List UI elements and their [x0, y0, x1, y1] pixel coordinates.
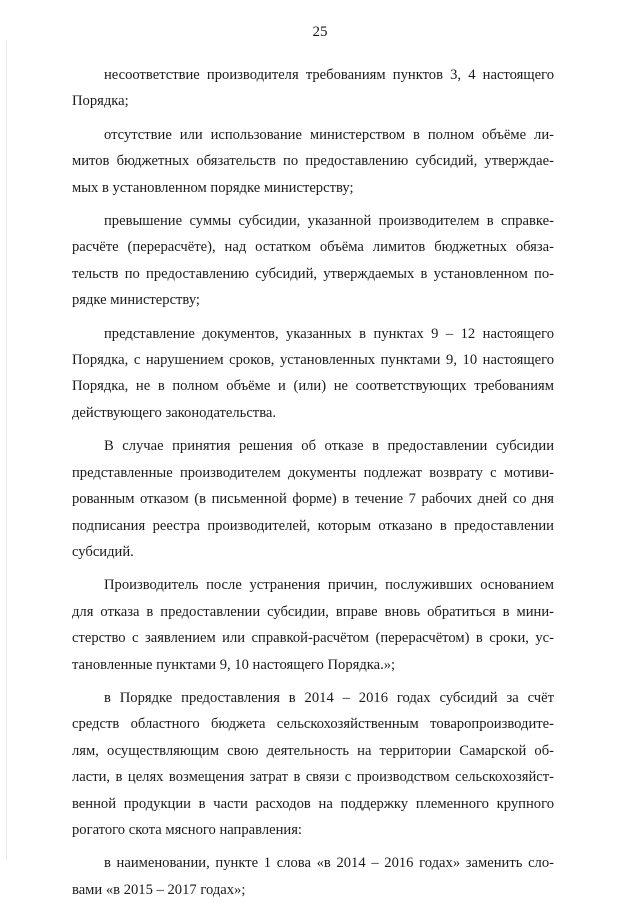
document-body — [72, 62, 554, 903]
text-line: В случае принятия решения об отказе в предоставлении субсидии — [104, 438, 554, 455]
paragraph — [72, 208, 554, 314]
paragraph — [72, 685, 554, 843]
text-line: превышение суммы субсидии, указанной производителем в справке- — [104, 213, 554, 230]
text-line: Порядка, с нарушением сроков, установленных пунктами 9, 10 настоящего — [72, 352, 554, 369]
scan-margin-line — [6, 40, 7, 860]
text-line: ласти, в целях возмещения затрат в связи с производством сельскохозяйст- — [72, 769, 554, 786]
paragraph — [72, 122, 554, 201]
text-line: вами «в 2015 – 2017 годах»; — [72, 881, 246, 898]
text-line: подписания реестра производителей, которым отказано в предоставлении — [72, 517, 554, 534]
text-line: тановленные пунктами 9, 10 настоящего Порядка.»; — [72, 656, 396, 673]
text-line: Порядка, не в полном объёме и (или) не соответствующих требованиям — [72, 378, 554, 395]
text-line: рогатого скота мясного направления: — [72, 821, 302, 838]
paragraph — [72, 433, 554, 565]
text-line: средств областного бюджета сельскохозяйственным товаропроизводите- — [72, 716, 554, 733]
text-line: в Порядке предоставления в 2014 – 2016 годах субсидий за счёт — [104, 689, 554, 706]
paragraph — [72, 62, 554, 115]
text-line: представление документов, указанных в пунктах 9 – 12 настоящего — [104, 325, 554, 342]
text-line: для отказа в предоставлении субсидии, вправе вновь обратиться в мини- — [72, 603, 554, 620]
text-line: лям, осуществляющим свою деятельность на территории Самарской об- — [72, 742, 554, 759]
text-line: в наименовании, пункте 1 слова «в 2014 – 2016 годах» заменить сло- — [104, 855, 554, 872]
paragraph — [72, 321, 554, 427]
text-line: венной продукции в части расходов на поддержку племенного крупного — [72, 795, 554, 812]
text-line: действующего законодательства. — [72, 404, 277, 421]
text-line: митов бюджетных обязательств по предоставлению субсидий, утверждае- — [72, 153, 554, 170]
text-line: отсутствие или использование министерством в полном объёме ли- — [104, 126, 554, 143]
text-line: Производитель после устранения причин, послуживших основанием — [104, 577, 554, 594]
text-line: тельств по предоставлению субсидий, утверждаемых в установленном по- — [72, 265, 554, 282]
text-line: рядке министерству; — [72, 292, 200, 309]
text-line: стерство с заявлением или справкой-расчётом (перерасчётом) в сроки, ус- — [72, 630, 554, 647]
paragraph — [72, 850, 554, 903]
text-line: несоответствие производителя требованиям пунктов 3, 4 настоящего — [104, 67, 554, 83]
text-line: мых в установленном порядке министерству; — [72, 179, 354, 196]
text-line: представленные производителем документы подлежат возврату с мотиви- — [72, 464, 554, 481]
text-line: расчёте (перерасчёте), над остатком объёма лимитов бюджетных обяза- — [72, 239, 554, 256]
text-line: Порядка; — [72, 93, 129, 110]
page-number: 25 — [312, 24, 328, 40]
paragraph — [72, 572, 554, 678]
text-line: субсидий. — [72, 543, 134, 560]
text-line: рованным отказом (в письменной форме) в течение 7 рабочих дней со дня — [72, 491, 554, 508]
